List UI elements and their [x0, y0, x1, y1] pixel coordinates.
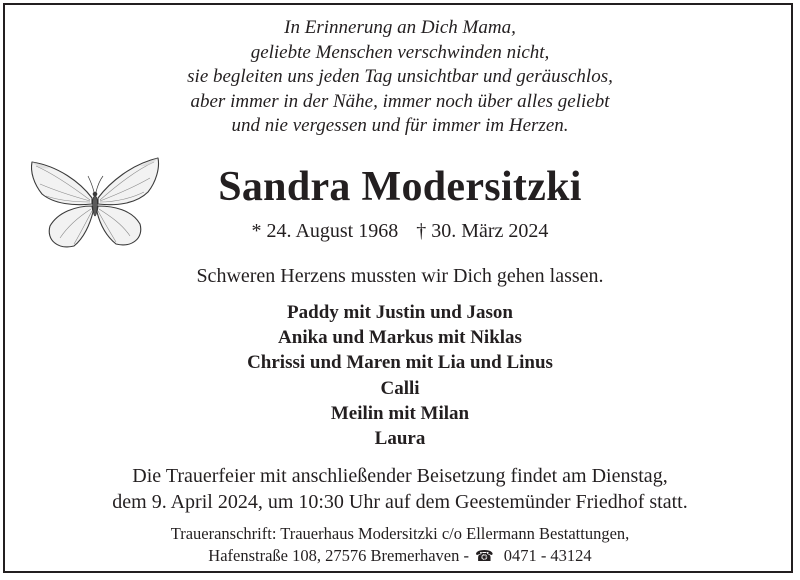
telephone-icon: ☎ [475, 547, 494, 565]
mourner-line: Meilin mit Milan [330, 402, 470, 424]
poem-line: aber immer in der Nähe, immer noch über alles geliebt [190, 90, 610, 112]
address-line: Traueranschrift: Trauerhaus Modersitzki c/o Ellermann Bestattungen, [170, 524, 630, 543]
address-line [0, 545, 800, 567]
life-dates [0, 219, 800, 243]
phone-number: 0471 - 43124 [503, 546, 592, 565]
poem-line: In Erinnerung an Dich Mama, [284, 17, 516, 38]
mourner-line: Laura [374, 427, 426, 449]
deceased-name: Sandra Modersitzki [218, 164, 582, 210]
poem-line: geliebte Menschen verschwinden nicht, [250, 41, 550, 63]
mourner-line: Calli [380, 377, 420, 399]
mourner-line: Paddy mit Justin und Jason [287, 302, 513, 323]
memorial-poem [0, 16, 800, 139]
mourner-line: Anika und Markus mit Niklas [278, 327, 522, 349]
birth-date: * 24. August 1968 [251, 220, 399, 242]
mourning-address [0, 523, 800, 567]
service-line: Die Trauerfeier mit anschließender Beisetzung findet am Dienstag, [132, 465, 668, 487]
funeral-service-info [0, 463, 800, 515]
mourners-list [0, 300, 800, 451]
street-city: Hafenstraße 108, 27576 Bremerhaven - [208, 546, 469, 565]
mourner-line: Chrissi und Maren mit Lia und Linus [247, 352, 553, 374]
farewell-tagline: Schweren Herzens mussten wir Dich gehen lassen. [196, 265, 604, 287]
death-date: † 30. März 2024 [416, 220, 549, 242]
poem-line: sie begleiten uns jeden Tag unsichtbar und geräuschlos, [187, 66, 613, 87]
service-line: dem 9. April 2024, um 10:30 Uhr auf dem Geestemünder Friedhof statt. [112, 491, 688, 513]
poem-line: und nie vergessen und für immer im Herzen. [231, 115, 569, 136]
